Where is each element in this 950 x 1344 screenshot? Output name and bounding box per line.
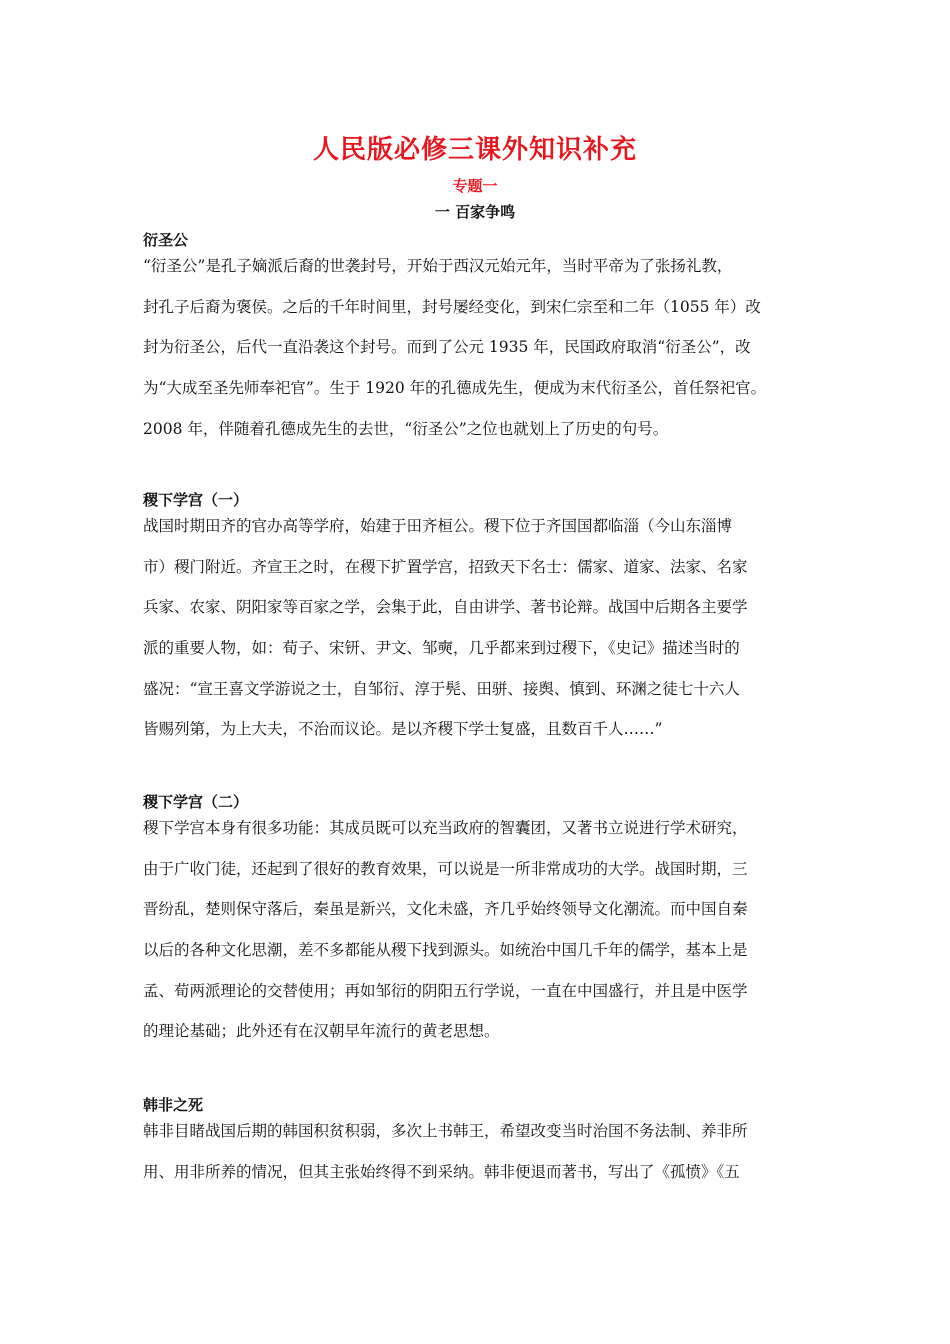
paragraph-line: 战国时期田齐的官办高等学府，始建于田齐桓公。稷下位于齐国国都临淄（今山东淄博 bbox=[143, 517, 733, 535]
paragraph-line: 2008 年，伴随着孔德成先生的去世，“衍圣公”之位也就划上了历史的句号。 bbox=[143, 419, 669, 438]
document-title: 人民版必修三课外知识补充 bbox=[312, 135, 637, 165]
paragraph-line: 的理论基础；此外还有在汉朝早年流行的黄老思想。 bbox=[143, 1022, 500, 1041]
paragraph-line: “衍圣公”是孔子嫡派后裔的世袭封号，开始于西汉元始元年，当时平帝为了张扬礼教， bbox=[143, 257, 733, 275]
paragraph-line: 为“大成至圣先师奉祀官”。生于 1920 年的孔德成先生，便成为末代衍圣公，首任祭祀官。 bbox=[143, 379, 767, 398]
section-yanshenggong bbox=[143, 230, 823, 459]
section-jixia-1 bbox=[143, 490, 823, 760]
paragraph-line: 用、用非所养的情况，但其主张始终得不到采纳。韩非便退而著书，写出了《孤愤》《五 bbox=[143, 1162, 740, 1181]
paragraph-line: 盛况：“宣王喜文学游说之士，自邹衍、淳于髡、田骈、接舆、慎到、环渊之徒七十六人 bbox=[143, 679, 740, 698]
paragraph-line: 晋纷乱，楚则保守落后，秦虽是新兴，文化未盛，齐几乎始终领导文化潮流。而中国自秦 bbox=[143, 900, 748, 919]
section-heading: 一 百家争鸣 bbox=[434, 203, 516, 221]
paragraph-line: 封为衍圣公，后代一直沿袭这个封号。而到了公元 1935 年，民国政府取消“衍圣公”，改 bbox=[143, 338, 751, 357]
paragraph-line: 由于广收门徒，还起到了很好的教育效果，可以说是一所非常成功的大学。战国时期，三 bbox=[143, 859, 748, 878]
paragraph-line: 封孔子后裔为褒侯。之后的千年时间里，封号屡经变化，到宋仁宗至和二年（1055 年）改 bbox=[143, 297, 761, 316]
section-title: 稷下学宫（一） bbox=[143, 491, 249, 509]
document-subtitle: 专题一 bbox=[452, 177, 498, 195]
paragraph-line: 孟、荀两派理论的交替使用；再如邹衍的阴阳五行学说，一直在中国盛行，并且是中医学 bbox=[143, 981, 748, 1000]
section-title: 稷下学宫（二） bbox=[143, 793, 249, 811]
section-title: 韩非之死 bbox=[143, 1096, 204, 1114]
paragraph-line: 市）稷门附近。齐宣王之时，在稷下扩置学宫，招致天下名士：儒家、道家、法家、名家 bbox=[143, 557, 748, 576]
paragraph-line: 皆赐列第，为上大夫，不治而议论。是以齐稷下学士复盛，且数百千人……” bbox=[143, 720, 663, 739]
paragraph-line: 韩非目睹战国后期的韩国积贫积弱，多次上书韩王，希望改变当时治国不务法制、养非所 bbox=[143, 1122, 748, 1140]
section-hanfei bbox=[143, 1095, 823, 1202]
paragraph-line: 以后的各种文化思潮，差不多都能从稷下找到源头。如统治中国几千年的儒学，基本上是 bbox=[143, 941, 748, 960]
paragraph-line: 派的重要人物，如：荀子、宋钘、尹文、邹奭，几乎都来到过稷下，《史记》描述当时的 bbox=[143, 639, 740, 658]
section-title: 衍圣公 bbox=[143, 231, 189, 249]
section-jixia-2 bbox=[143, 792, 823, 1062]
paragraph-line: 稷下学宫本身有很多功能：其成员既可以充当政府的智囊团，又著书立说进行学术研究， bbox=[143, 819, 748, 837]
paragraph-line: 兵家、农家、阴阳家等百家之学，会集于此，自由讲学、著书论辩。战国中后期各主要学 bbox=[143, 598, 748, 617]
